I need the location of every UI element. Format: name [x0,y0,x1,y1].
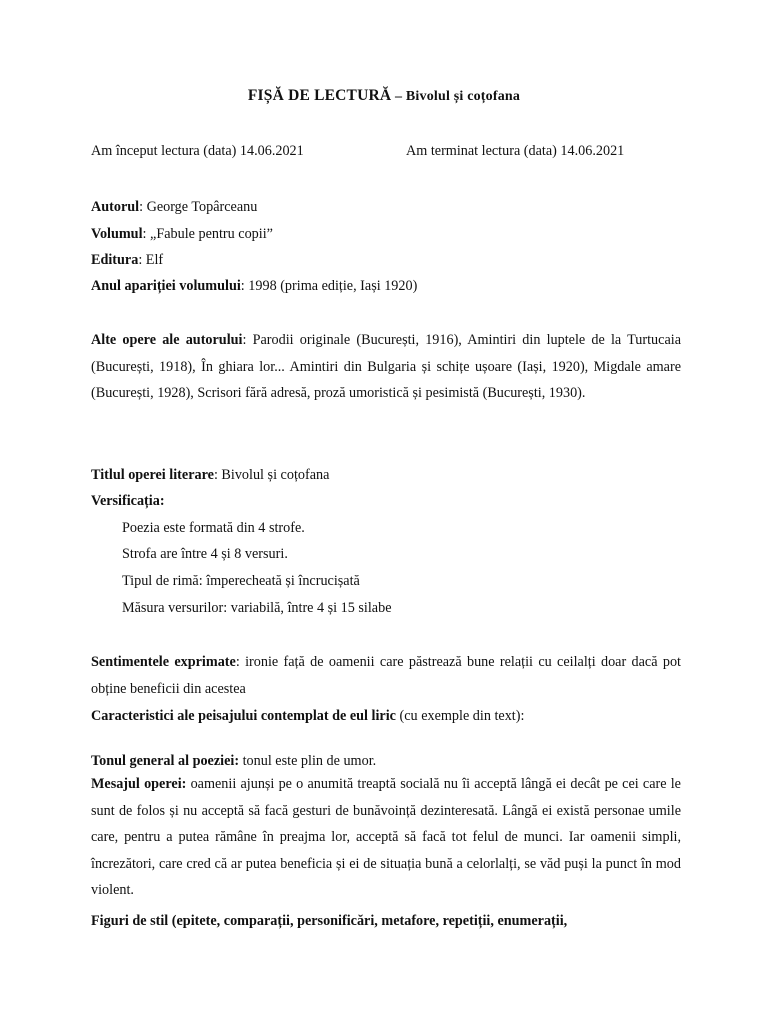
tone-value: tonul este plin de umor. [239,753,377,769]
versification-heading [91,491,165,511]
publisher-value: : Elf [138,252,164,268]
title-sub: – Bivolul și coțofana [391,89,521,104]
literary-title-label: Titlul operei literare [91,467,214,483]
versification-item: Măsura versurilor: variabilă, între 4 și 15 silabe [122,600,392,616]
figures-label: Figuri de stil (epitete, comparații, personificări, metafore, repetiții, enumerații, [91,913,568,929]
year-line [91,276,417,296]
message-label: Mesajul operei: [91,776,187,792]
literary-title-line [91,465,329,485]
title-main: FIȘĂ DE LECTURĂ [247,87,392,104]
publisher-label: Editura [91,252,139,268]
page-title [0,87,768,105]
landscape-label: Caracteristici ale peisajului contemplat de eul liric [91,708,396,724]
reading-dates [91,143,711,160]
versification-item: Tipul de rimă: împerecheată și încrucișată [122,573,360,589]
start-date: Am început lectura (data) 14.06.2021 [91,143,304,159]
other-works-paragraph [91,327,681,407]
versification-item: Strofa are între 4 și 8 versuri. [122,546,288,562]
message-paragraph [91,771,681,904]
feelings-label: Sentimentele exprimate [91,654,236,670]
other-works-value: : Parodii originale (București, 1916), Amintiri din luptele de la Turtucaia (București, 1918), În ghiara lor... Amintiri din Bulgaria și schițe ușoare (Iași, 1920), Migdale amare (București, 1928), Scrisori fără adresă, proză umoristică și pesimistă (București, 1930). [91,332,681,402]
author-line [91,197,257,217]
year-label: Anul apariției volumului [91,278,241,294]
year-value: : 1998 (prima ediție, Iași 1920) [240,278,418,294]
literary-title-value: : Bivolul și coțofana [213,467,330,483]
feelings-paragraph [91,649,681,702]
other-works-label: Alte opere ale autorului [91,332,243,348]
volume-value: : „Fabule pentru copii” [142,226,273,242]
versification-label: Versificația: [91,493,165,509]
feelings-value: : ironie față de oamenii care păstrează bune relații cu ceilalți doar dacă pot obține beneficii din acestea [91,654,681,697]
author-value: : George Topârceanu [139,199,258,215]
volume-line [91,224,273,244]
end-date: Am terminat lectura (data) 14.06.2021 [406,143,625,159]
landscape-line [91,706,524,726]
tone-line [91,751,376,771]
publisher-line [91,250,163,270]
figures-line [91,911,567,931]
versification-item: Poezia este formată din 4 strofe. [122,520,305,536]
message-value: oamenii ajunși pe o anumită treaptă socială nu îi acceptă lângă ei decât pe cei care le sunt de folos și nu acceptă să facă gesturi de bunăvoință dezinteresată. Lângă ei există personae umile care, pentru a putea rămâne în preajma lor, acceptă să facă tot felul de munci. Iar oamenii simpli, încrezători, care cred că ar putea beneficia și ei de situația bună a celorlalți, se văd puși la punct în mod violent. [91,776,681,899]
volume-label: Volumul [91,226,143,242]
landscape-value: (cu exemple din text): [395,708,525,724]
author-label: Autorul [91,199,140,215]
tone-label: Tonul general al poeziei: [91,753,240,769]
